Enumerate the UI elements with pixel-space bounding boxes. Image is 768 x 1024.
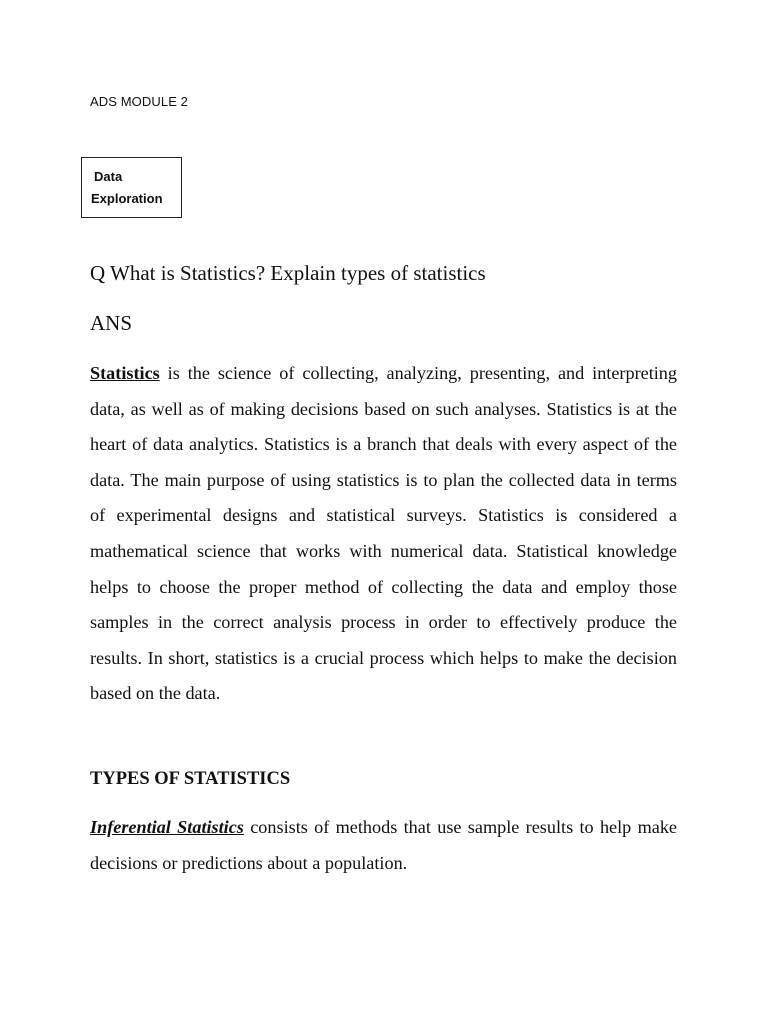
types-of-statistics-heading: TYPES OF STATISTICS bbox=[90, 769, 291, 789]
inferential-statistics-paragraph bbox=[90, 810, 677, 881]
module-header: ADS MODULE 2 bbox=[90, 94, 189, 109]
question-heading: Q What is Statistics? Explain types of statistics bbox=[90, 261, 486, 285]
answer-label: ANS bbox=[90, 311, 133, 335]
topic-box bbox=[81, 157, 182, 218]
inferential-statistics-text: consists of methods that use sample results to help make decisions or predictions about a population. bbox=[90, 817, 678, 873]
statistics-definition-text: is the science of collecting, analyzing, presenting, and interpreting data, as well as of making decisions based on such analyses. Statistics is at the heart of data analytics. Statistics is a branch that deals with every aspect of the data. The main purpose of using statistics is to plan the collected data in terms of experimental designs and statistical surveys. Statistics is considered a mathematical science that works with numerical data. Statistical knowledge helps to choose the proper method of collecting the data and employ those samples in the correct analysis process in order to effectively produce the results. In short, statistics is a crucial process which helps to make the decision based on the data. bbox=[90, 363, 677, 704]
topic-box-line-2: Exploration bbox=[91, 191, 163, 206]
statistics-definition-paragraph bbox=[90, 356, 677, 712]
statistics-term: Statistics bbox=[90, 363, 160, 383]
inferential-statistics-term: Inferential Statistics bbox=[90, 817, 244, 837]
topic-box-line-1: Data bbox=[94, 169, 123, 184]
